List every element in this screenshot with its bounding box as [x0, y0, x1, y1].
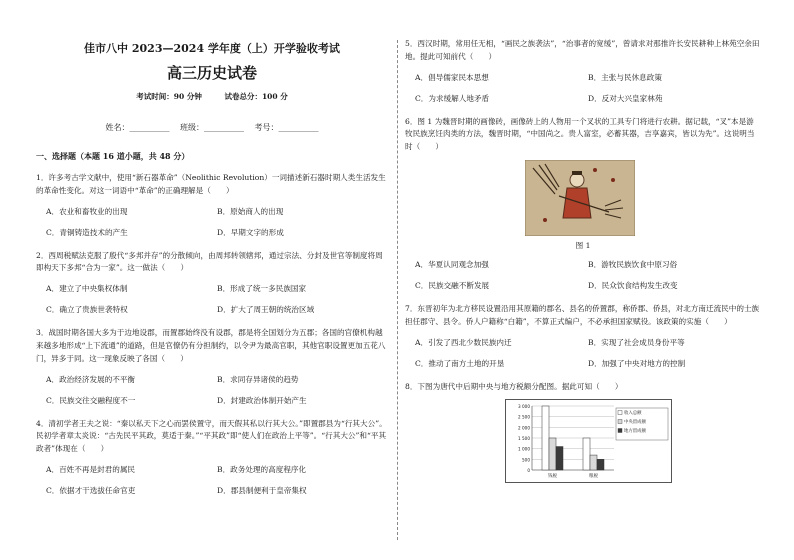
option: B．求同存异诸侯的趋势	[217, 374, 299, 384]
option: A．百姓不再是封君的属民	[46, 464, 136, 474]
option: A．农业和畜牧业的出现	[46, 206, 128, 216]
option: A．华夏认同观念加强	[415, 259, 489, 269]
question-options	[46, 283, 388, 315]
question-options	[46, 464, 388, 496]
option: A．政治经济发展的不平衡	[46, 374, 136, 384]
left-column	[36, 38, 388, 508]
option: D．加强了中央对地方的控制	[588, 358, 686, 368]
column-divider	[397, 40, 398, 540]
legend-label: 中央留成额	[624, 420, 646, 426]
y-tick-label: 1 500	[518, 436, 530, 442]
question-stem: 4．清初学者王夫之说：“秦以私天下之心而罢侯置守，而天假其私以行其大公。”即置郡县为“行其大公”。民初学者章太炎说：“古先民平其政，莫适于秦。”“平其政”即“使人们在政治上平等”。“行其大公”和“平其政者”体现在（ ）	[36, 418, 387, 454]
option: B．政务处理的高度程序化	[217, 464, 307, 474]
y-tick-label: 2 500	[518, 415, 530, 421]
question-options	[415, 72, 761, 104]
question-stem: 5．西汉时期，常用任无相，“画民之族袭法”，“治事者的宽缓”，曾请求对那推许长安民耕种上林苑空余田地。提此可知前代（ ）	[405, 39, 760, 61]
question-stem: 1．许多考古学文献中，使用“新石器革命”（Neolithic Revolution）一词描述新石器时期人类生活发生的革命性变化。对这一词语中“革命”的正确理解是（ ）	[36, 173, 386, 195]
x-tick-label: 钱税	[548, 474, 557, 480]
question-stem: 8．下图为唐代中后期中央与地方税额分配图。据此可知（ ）	[405, 381, 623, 391]
name-field: 姓名：__________	[105, 123, 170, 132]
option: C．依据才干选拔任命官吏	[46, 485, 136, 495]
option: C．推动了南方土地的开垦	[415, 358, 505, 368]
exam-subtitle: 高三历史试卷	[166, 64, 257, 82]
option: B．形成了统一多民族国家	[217, 284, 307, 294]
option: B．主张与民休息政策	[588, 72, 662, 82]
legend-label: 收入总额	[624, 411, 642, 417]
bar	[549, 438, 556, 470]
tax-chart	[505, 399, 672, 483]
option: A．倡导儒家民本思想	[415, 72, 489, 82]
question-stem: 6．图 1 为魏晋时期的画像砖，画像砖上的人物用一个叉状的工具专门将进行农耕。据记载，“叉”本是游牧民族烹饪肉类的方法，魏晋时期，“中国尚之。贵人富室，必蓄其器，吉享嘉宾，皆以为先”。这说明当时（ ）	[405, 116, 755, 152]
section-heading: 一、选择题（本题 16 道小题，共 48 分）	[36, 151, 190, 161]
bar	[583, 438, 590, 470]
legend-swatch	[618, 420, 622, 424]
question-options	[415, 337, 761, 369]
question-stem: 3．战国时期各国大多为于边地设郡，而置郡始终没有设郡，郡是将全国划分为五郡；各国的官僚机构越来越多地形成“上下流通”的道路，但是官僚仍有分担制约，以令尹为最高官职，其他官职设置更加五花八门，异多于同。这一现象反映了各国（ ）	[36, 328, 386, 363]
question-options	[46, 206, 388, 238]
option: C．青铜铸造技术的产生	[46, 227, 128, 237]
option: A．建立了中央集权体制	[46, 284, 128, 294]
bar	[556, 447, 563, 470]
exam-title: 佳市八中 2023—2024 学年度（上）开学验收考试	[84, 42, 340, 55]
question-options	[46, 374, 388, 406]
question-stem: 2．西周税赋法克服了殷代“多邦并存”的分散倾向，由周邦转领辖邦，通过宗法、分封及世官等制度将周即构天下多邦“合为一家”。这一做法（ ）	[36, 250, 383, 273]
option: D．扩大了周王朝的统治区域	[217, 305, 315, 315]
legend-swatch	[618, 429, 622, 433]
option: D．封建政治体制开始产生	[217, 395, 307, 405]
figure-caption: 图 1	[575, 240, 591, 250]
option: B．原始商人的出现	[217, 206, 284, 216]
y-tick-label: 500	[522, 457, 530, 463]
class-field: 班级：__________	[180, 123, 244, 132]
brick-painting-figure	[525, 160, 635, 236]
exam-meta	[36, 91, 388, 102]
option: D．反对大兴皇家林苑	[588, 93, 663, 103]
question-stem: 7．东晋初年为北方移民设置沿用其原籍的郡名、县名的侨置郡，称侨郡、侨县，对北方南迁流民中的士族担任郡守、县令。侨人户籍称“白籍”，不算正式编户，不必承担国家赋役。该政策的实施（ ）	[405, 303, 760, 326]
y-tick-label: 3 000	[518, 404, 530, 410]
student-info	[36, 122, 388, 133]
option: D．郡县制便利于皇帝集权	[217, 485, 307, 495]
bar	[542, 406, 549, 470]
option: A．引发了西北少数民族内迁	[415, 337, 512, 347]
bar	[597, 460, 604, 471]
option: B．游牧民族饮食中原习俗	[588, 259, 678, 269]
option: C．民族交往交融程度不一	[46, 395, 136, 405]
y-tick-label: 1 000	[518, 447, 530, 453]
question-options	[415, 259, 761, 291]
y-tick-label: 0	[527, 468, 530, 474]
option: D．民众饮食结构发生改变	[588, 280, 678, 290]
option: D．早期文字的形成	[217, 227, 284, 237]
tax-chart-svg	[506, 400, 671, 482]
right-column	[405, 38, 761, 483]
option: C．民族交融不断发展	[415, 280, 490, 290]
option: C．确立了贵族世袭特权	[46, 305, 128, 315]
brick-painting-image	[525, 160, 635, 236]
y-tick-label: 2 000	[518, 425, 530, 431]
x-tick-label: 粮税	[589, 474, 598, 480]
legend-swatch	[618, 411, 622, 415]
exam-score: 试卷总分：100 分	[224, 92, 288, 101]
bar	[590, 455, 597, 470]
number-field: 考号：__________	[254, 123, 319, 132]
option: B．实现了社会成员身份平等	[588, 337, 685, 347]
option: C．为求缓解人地矛盾	[415, 93, 490, 103]
exam-time: 考试时间：90 分钟	[136, 92, 202, 101]
legend-label: 地方留成额	[624, 429, 646, 435]
